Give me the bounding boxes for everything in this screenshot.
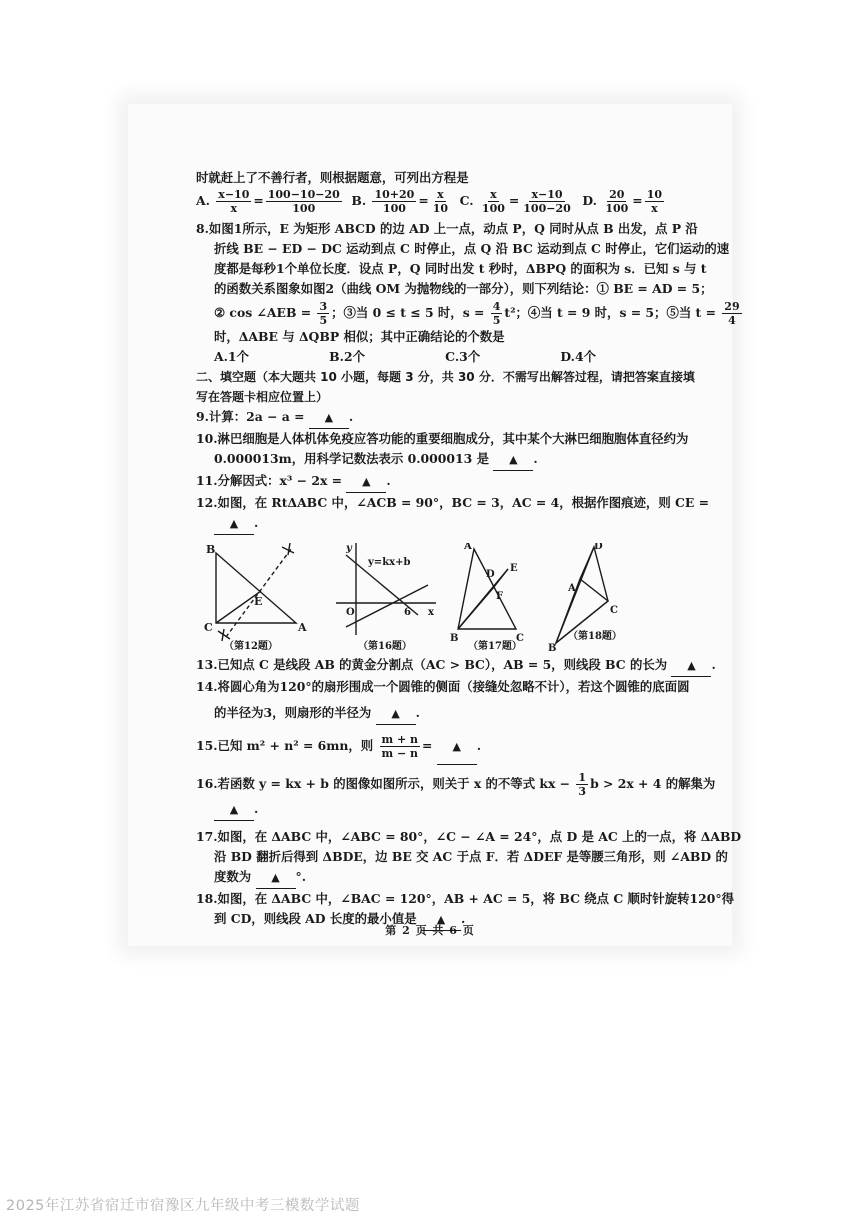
q8-option-d: D.4个 — [560, 349, 596, 364]
q12-line-2: ▲ . — [196, 513, 666, 535]
q8-option-a: A.1个 — [214, 349, 249, 364]
fig16-label-o: O — [346, 607, 355, 618]
q17-line-3: 度数为 ▲ °. — [196, 867, 666, 889]
figures-svg — [196, 543, 666, 651]
q9: 9.计算：2a − a = ▲ . — [196, 407, 666, 429]
exam-content — [196, 168, 742, 931]
q8-line-4: 的函数关系图象如图2（曲线 OM 为抛物线的一部分），则下列结论：① BE = AD = 5； — [214, 281, 713, 296]
q15-answer-blank: ▲ — [437, 729, 477, 765]
q8-line-5: ② cos ∠AEB = $\frac{3}{5}$ ；③当 0 ≤ t ≤ 5 时，s = $\frac{4}{5}$ t²；④当 t = 9 时，s = 5；⑤当 t = $\frac{29}{4}$ — [214, 300, 740, 327]
q8-line-6: 时，ΔABE 与 ΔQBP 相似；其中正确结论的个数是 — [214, 329, 505, 344]
q9-answer-blank: ▲ — [309, 407, 349, 429]
section-2-heading-cont: 写在答题卡相应位置上） — [196, 390, 329, 404]
figures-row — [196, 543, 666, 651]
q14-line-1: 14.将圆心角为120°的扇形围成一个圆锥的侧面（接缝处忽略不计），若这个圆锥的底面圆 — [196, 679, 690, 694]
q7-option-b: B. $\frac{10+20}{100}$ = $\frac{x}{10}$ — [351, 188, 449, 215]
fig17-label-f: F — [496, 591, 504, 602]
q16-line-1: 16.若函数 y = kx + b 的图像如图所示，则关于 x 的不等式 kx − $\frac{1}{3}$ b > 2x + 4 的解集为 — [196, 771, 716, 798]
q8-options — [196, 347, 666, 367]
q14-answer-blank: ▲ — [376, 703, 416, 725]
q7-options — [196, 188, 666, 215]
q12-line-1: 12.如图，在 RtΔABC 中，∠ACB = 90°，BC = 3，AC = 4，根据作图痕迹，则 CE = — [196, 495, 710, 510]
q14-line-2: 的半径为3，则扇形的半径为 ▲ . — [196, 703, 666, 725]
q8-option-c: C.3个 — [445, 349, 481, 364]
section-2-heading: 二、填空题（本大题共 10 小题，每题 3 分，共 30 分．不需写出解答过程，请把答案直接填 — [196, 370, 695, 384]
q8-option-b: B.2个 — [329, 349, 365, 364]
fig17-label-e: E — [510, 563, 518, 574]
q13-answer-blank: ▲ — [671, 655, 711, 677]
q8-line-3: 度都是每秒1个单位长度．设点 P，Q 同时出发 t 秒时，ΔBPQ 的面积为 s．已知 s 与 t — [214, 261, 707, 276]
fig18-caption: （第18题） — [568, 631, 622, 642]
fig18-label-d: D — [594, 543, 603, 552]
q15: 15.已知 m² + n² = 6mn，则 $\frac{m + n}{m - n}$ = ▲ . — [196, 729, 666, 765]
q18-line-1: 18.如图，在 ΔABC 中，∠BAC = 120°，AB + AC = 5，将 BC 绕点 C 顺时针旋转120°得 — [196, 891, 734, 906]
q16-line-2: ▲ . — [196, 799, 666, 821]
q12-answer-blank: ▲ — [214, 513, 254, 535]
q7-option-c: C. $\frac{x}{100}$ = $\frac{x-10}{100-20}$ — [459, 188, 571, 215]
q11: 11.分解因式：x³ − 2x = ▲ . — [196, 471, 666, 493]
fig16-label-x: x — [428, 607, 434, 618]
fig12-label-b: B — [206, 543, 216, 556]
fig17-triangle — [458, 549, 516, 629]
fig12-label-e: E — [254, 595, 263, 608]
q7-tail: 时就赶上了不善行者，则根据题意，可列出方程是 — [196, 170, 469, 185]
fig18-label-c: C — [610, 605, 618, 616]
q10-line-2: 0.000013m，用科学记数法表示 0.000013 是 ▲ . — [196, 449, 666, 471]
q10-line-1: 10.淋巴细胞是人体机体免疫应答功能的重要细胞成分，其中某个大淋巴细胞胞体直径约为 — [196, 431, 689, 446]
q11-answer-blank: ▲ — [346, 471, 386, 493]
fig17-caption: （第17题） — [468, 641, 522, 651]
q16-answer-blank: ▲ — [214, 799, 254, 821]
fig16-label-eq: y=kx+b — [368, 557, 411, 568]
fig16-label-y: y — [346, 543, 352, 554]
page-footer: 第 2 页 共 6 页 — [385, 924, 475, 937]
q18-answer-blank: ▲ — [421, 909, 461, 931]
fig12-triangle — [216, 553, 296, 623]
fig18-label-a: A — [568, 583, 576, 594]
fig12-arc-mark-2 — [282, 543, 294, 555]
fig17-label-d: D — [486, 569, 495, 580]
q8-line-2: 折线 BE − ED − DC 运动到点 C 时停止，点 Q 沿 BC 运动到点 C 时停止，它们运动的速 — [214, 241, 730, 256]
fig12-label-c: C — [204, 621, 213, 634]
fig18-segment-ad — [580, 547, 594, 579]
figure-12 — [204, 543, 307, 651]
fig16-caption: （第16题） — [358, 641, 412, 651]
q17-answer-blank: ▲ — [256, 867, 296, 889]
q7-option-a: A. $\frac{x-10}{x}$ = $\frac{100-10-20}{100}$ — [196, 188, 340, 215]
fig16-label-6: 6 — [404, 607, 411, 618]
q13: 13.已知点 C 是线段 AB 的黄金分割点（AC > BC），AB = 5，则线段 BC 的长为 ▲ — [196, 655, 666, 677]
fig17-label-b: B — [450, 633, 459, 644]
q17-line-2: 沿 BD 翻折后得到 ΔBDE，边 BE 交 AC 于点 F．若 ΔDEF 是等腰三角形，则 ∠ABD 的 — [214, 849, 728, 864]
figure-18 — [548, 543, 622, 651]
q7-option-d: D. $\frac{20}{100}$ = $\frac{10}{x}$ — [582, 188, 662, 215]
fig12-caption: （第12题） — [224, 641, 278, 651]
q18-line-2: 到 CD，则线段 AD 长度的最小值是 ▲ . — [196, 909, 666, 931]
fig17-segment-de — [494, 569, 508, 587]
figure-16 — [336, 543, 436, 651]
q10-answer-blank: ▲ — [493, 449, 533, 471]
q17-line-1: 17.如图，在 ΔABC 中，∠ABC = 80°，∠C − ∠A = 24°，点 D 是 AC 上的一点，将 ΔABD — [196, 829, 742, 844]
fig17-label-a: A — [464, 543, 472, 552]
q8-line-1: 8.如图1所示，E 为矩形 ABCD 的边 AD 上一点，动点 P，Q 同时从点 B 出发，点 P 沿 — [196, 221, 698, 236]
figure-17 — [450, 543, 524, 651]
fig17-label-c: C — [516, 633, 524, 644]
fig12-label-a: A — [298, 621, 307, 634]
fig16-line-2 — [346, 585, 428, 627]
fig18-label-b: B — [548, 643, 557, 651]
watermark-title: 2025年江苏省宿迁市宿豫区九年级中考三模数学试题 — [6, 1198, 360, 1214]
